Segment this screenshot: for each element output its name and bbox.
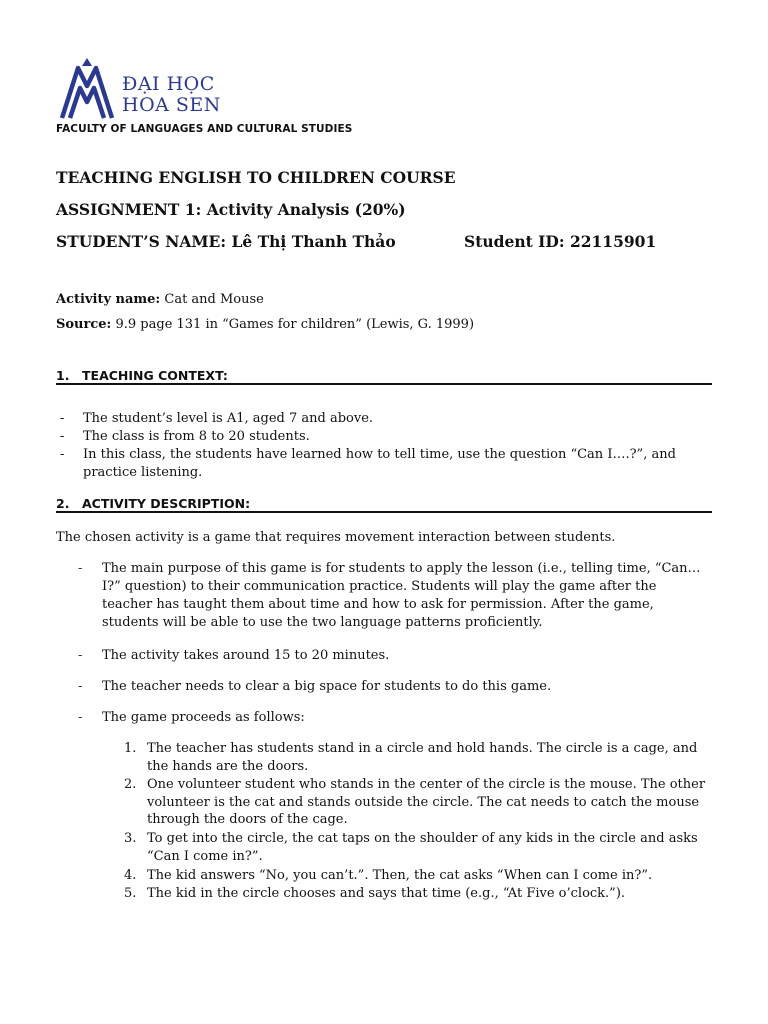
step-text: To get into the circle, the cat taps on the shoulder of any kids in the circle and asks “Can I come in?”. bbox=[147, 831, 698, 864]
section-number: 2. bbox=[56, 496, 70, 511]
bullet-dash: - bbox=[60, 429, 65, 444]
course-title: TEACHING ENGLISH TO CHILDREN COURSE bbox=[56, 168, 456, 187]
step-number: 4. bbox=[124, 868, 137, 883]
source-label: Source: bbox=[56, 317, 112, 332]
section-number: 1. bbox=[56, 368, 70, 383]
assignment-title: ASSIGNMENT 1: Activity Analysis (20%) bbox=[56, 200, 406, 219]
list-item-text: The class is from 8 to 20 students. bbox=[83, 429, 310, 444]
activity-name-line bbox=[56, 292, 264, 307]
step-text: The kid answers “No, you can’t.”. Then, the cat asks “When can I come in?”. bbox=[147, 868, 653, 883]
section-title: TEACHING CONTEXT: bbox=[82, 368, 228, 383]
bullet-dash: - bbox=[78, 679, 83, 694]
step-number: 5. bbox=[124, 886, 137, 901]
university-logo bbox=[56, 58, 316, 122]
faculty-name: FACULTY OF LANGUAGES AND CULTURAL STUDIES bbox=[56, 123, 353, 135]
activity-name-label: Activity name: bbox=[56, 292, 161, 307]
student-name: STUDENT’S NAME: Lê Thị Thanh Thảo bbox=[56, 232, 396, 251]
step-number: 1. bbox=[124, 741, 137, 756]
list-item-text: In this class, the students have learned how to tell time, use the question “Can I….?”, and practice listening. bbox=[83, 447, 676, 480]
activity-name-value: Cat and Mouse bbox=[160, 292, 264, 307]
logo-text-line2: HOA SEN bbox=[122, 94, 221, 116]
section-title: ACTIVITY DESCRIPTION: bbox=[82, 496, 251, 511]
section-rule bbox=[56, 511, 712, 513]
list-item-text: The student’s level is A1, aged 7 and above. bbox=[83, 411, 374, 426]
logo-text-line1: ĐẠI HỌC bbox=[122, 73, 215, 95]
step-number: 2. bbox=[124, 777, 137, 792]
source-value: 9.9 page 131 in “Games for children” (Lewis, G. 1999) bbox=[111, 317, 475, 332]
step-text: One volunteer student who stands in the center of the circle is the mouse. The other volunteer is the cat and stands outside the circle. The cat needs to catch the mouse through the doors of the cage. bbox=[147, 777, 706, 827]
bullet-dash: - bbox=[78, 648, 83, 663]
step-number: 3. bbox=[124, 831, 137, 846]
section-rule bbox=[56, 383, 712, 385]
hoa-sen-lotus-icon bbox=[56, 58, 118, 122]
bullet-dash: - bbox=[60, 447, 65, 462]
list-item-text: The main purpose of this game is for students to apply the lesson (i.e., telling time, “Can…I?” question) to their communication practice. Students will play the game after the teacher has taught them about time and how to ask for permission. After the game, students will be able to use the two language patterns proficiently. bbox=[102, 561, 701, 630]
student-id: Student ID: 22115901 bbox=[464, 232, 657, 251]
list-item-text: The game proceeds as follows: bbox=[102, 710, 305, 725]
bullet-dash: - bbox=[60, 411, 65, 426]
bullet-dash: - bbox=[78, 710, 83, 725]
source-line bbox=[56, 317, 474, 332]
list-item-text: The activity takes around 15 to 20 minutes. bbox=[102, 648, 390, 663]
step-text: The kid in the circle chooses and says that time (e.g., “At Five o’clock.”). bbox=[147, 886, 626, 901]
list-item-text: The teacher needs to clear a big space for students to do this game. bbox=[102, 679, 552, 694]
section-intro: The chosen activity is a game that requires movement interaction between students. bbox=[56, 530, 616, 545]
step-text: The teacher has students stand in a circle and hold hands. The circle is a cage, and the hands are the doors. bbox=[147, 741, 698, 774]
bullet-dash: - bbox=[78, 561, 83, 576]
